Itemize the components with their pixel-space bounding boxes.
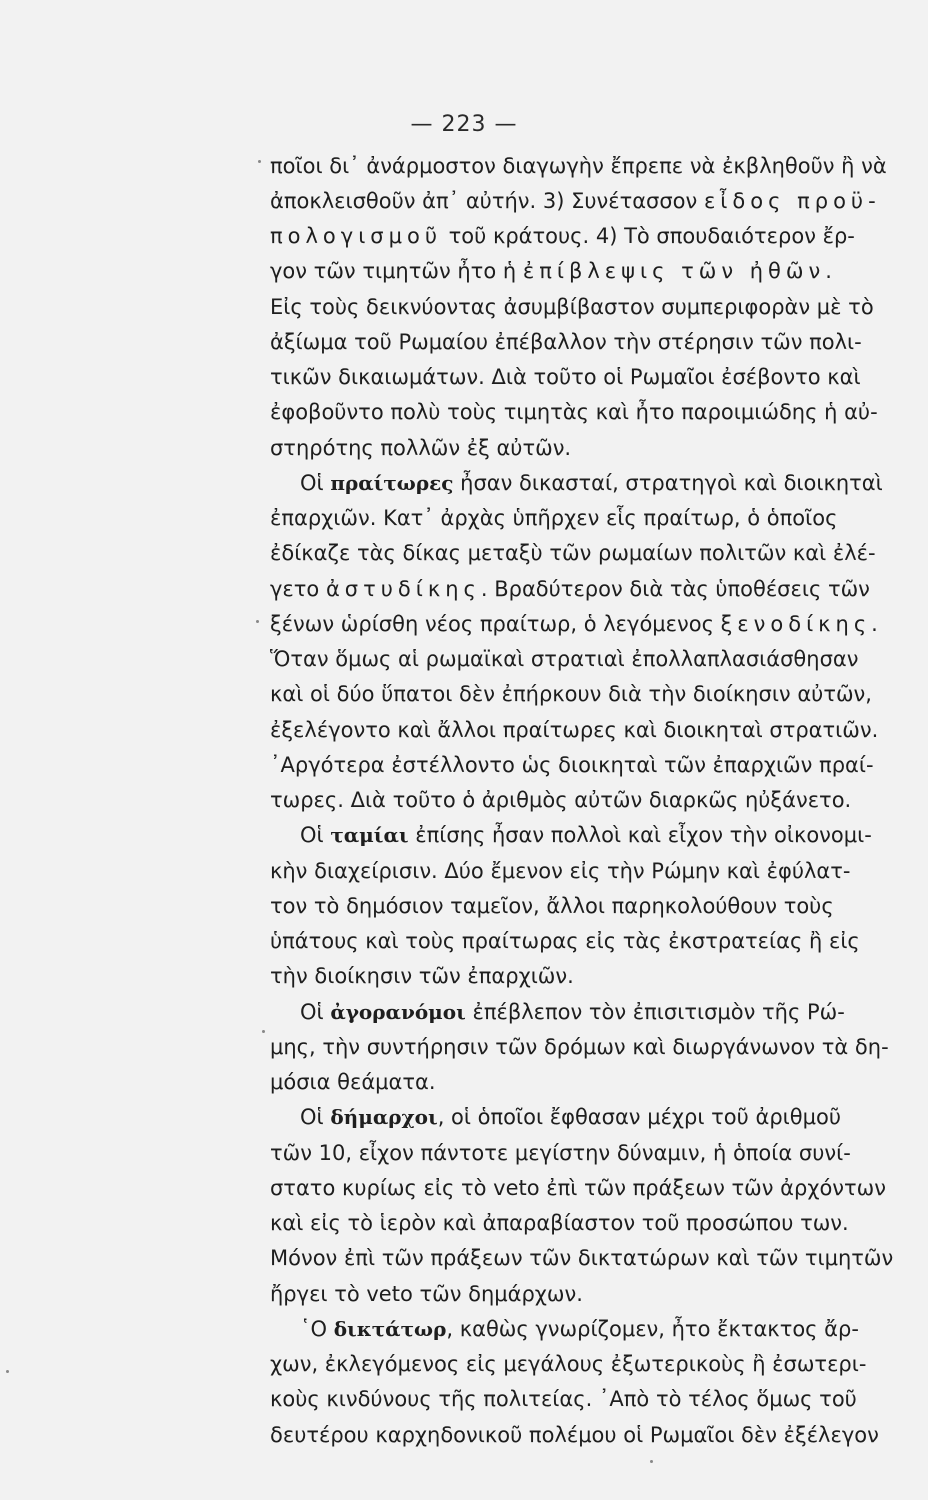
text-line: Μόνον ἐπὶ τῶν πράξεων τῶν δικτατώρων καὶ τῶν τιμητῶν <box>270 1246 894 1270</box>
text-line: ἐφοβοῦντο πολὺ τοὺς τιμητὰς καὶ ἦτο παροιμιώδης ἡ αὐ- <box>270 400 878 424</box>
spaced-term: πολογισμοῦ <box>270 224 442 248</box>
text-line: ποῖοι δι᾽ ἀνάρμοστον διαγωγὴν ἔπρεπε νὰ ἐκβληθοῦν ἢ νὰ <box>270 154 887 178</box>
text-line: κοὺς κινδύνους τῆς πολιτείας. ᾽Απὸ τὸ τέλος ὅμως τοῦ <box>270 1387 857 1411</box>
scan-speck <box>650 1460 653 1463</box>
text-line: ῾Ο δικτάτωρ, καθὼς γνωρίζομεν, ἦτο ἔκτακτος ἄρ- <box>300 1317 859 1341</box>
text-line: γον τῶν τιμητῶν ἦτο ἡ ἐπίβλεψις τῶν ἠθῶν. <box>270 259 837 283</box>
scan-speck <box>256 620 259 623</box>
term-dictator: δικτάτωρ <box>333 1317 447 1341</box>
spaced-term: ἀστυδίκης <box>325 577 481 601</box>
text-line: ἤργει τὸ veto τῶν δημάρχων. <box>270 1282 583 1306</box>
text-line: ξένων ὡρίσθη νέος πραίτωρ, ὁ λεγόμενος ξενοδίκης. <box>270 612 883 636</box>
text-line: γετο ἀστυδίκης. Βραδύτερον διὰ τὰς ὑποθέσεις τῶν <box>270 577 870 601</box>
text-line: ἀποκλεισθοῦν ἀπ᾽ αὐτήν. 3) Συνέτασσον εἶδος προϋ- <box>270 189 881 213</box>
text-line: τὴν διοίκησιν τῶν ἐπαρχιῶν. <box>270 964 574 988</box>
text-line: τον τὸ δημόσιον ταμεῖον, ἄλλοι παρηκολούθουν τοὺς <box>270 894 834 918</box>
text-line: ἐπαρχιῶν. Κατ᾽ ἀρχὰς ὑπῆρχεν εἷς πραίτωρ, ὁ ὁποῖος <box>270 506 838 530</box>
page-number: — 223 — <box>410 112 518 137</box>
text-line: ἐδίκαζε τὰς δίκας μεταξὺ τῶν ρωμαίων πολιτῶν καὶ ἐλέ- <box>270 541 876 565</box>
text-line: Οἱ ἀγορανόμοι ἐπέβλεπον τὸν ἐπισιτισμὸν τῆς Ρώ- <box>300 1000 845 1024</box>
text-line: στατο κυρίως εἰς τὸ veto ἐπὶ τῶν πράξεων τῶν ἀρχόντων <box>270 1176 886 1200</box>
term-aediles: ἀγορανόμοι <box>330 1000 466 1024</box>
text-line: στηρότης πολλῶν ἐξ αὐτῶν. <box>270 436 572 460</box>
spaced-term: ἐπίβλεψις τῶν ἠθῶν. <box>522 259 837 283</box>
text-line: κὴν διαχείρισιν. Δύο ἔμενον εἰς τὴν Ρώμην καὶ ἐφύλατ- <box>270 859 851 883</box>
text-line: χων, ἐκλεγόμενος εἰς μεγάλους ἐξωτερικοὺς ἢ ἐσωτερι- <box>270 1352 867 1376</box>
text-line: τικῶν δικαιωμάτων. Διὰ τοῦτο οἱ Ρωμαῖοι ἐσέβοντο καὶ <box>270 365 861 389</box>
text-line: Ὅταν ὅμως αἱ ρωμαϊκαὶ στρατιαὶ ἐπολλαπλασιάσθησαν <box>270 647 859 671</box>
scan-speck <box>262 1030 265 1033</box>
text-line: Εἰς τοὺς δεικνύοντας ἀσυμβίβαστον συμπεριφορὰν μὲ τὸ <box>270 295 874 319</box>
text-line: τῶν 10, εἶχον πάντοτε μεγίστην δύναμιν, ἡ ὁποία συνί- <box>270 1141 851 1165</box>
text-line: ὑπάτους καὶ τοὺς πραίτωρας εἰς τὰς ἐκστρατείας ἢ εἰς <box>270 929 860 953</box>
text-line: μόσια θεάματα. <box>270 1070 436 1094</box>
term-quaestors: ταμίαι <box>330 823 409 847</box>
scan-speck <box>6 1370 9 1373</box>
text-line: πολογισμοῦ τοῦ κράτους. 4) Τὸ σπουδαιότερον ἔρ- <box>270 224 855 248</box>
text-line: ἀξίωμα τοῦ Ρωμαίου ἐπέβαλλον τὴν στέρησιν τῶν πολι- <box>270 330 862 354</box>
text-line: καὶ οἱ δύο ὕπατοι δὲν ἐπήρκουν διὰ τὴν διοίκησιν αὐτῶν, <box>270 682 872 706</box>
term-tribunes: δήμαρχοι <box>330 1105 438 1129</box>
text-line: τωρες. Διὰ τοῦτο ὁ ἀριθμὸς αὐτῶν διαρκῶς ηὐξάνετο. <box>270 788 852 812</box>
term-praetors: πραίτωρες <box>330 471 454 495</box>
text-line: Οἱ δήμαρχοι, οἱ ὁποῖοι ἔφθασαν μέχρι τοῦ ἀριθμοῦ <box>300 1105 841 1129</box>
text-line: καὶ εἰς τὸ ἱερὸν καὶ ἀπαραβίαστον τοῦ προσώπου των. <box>270 1211 849 1235</box>
text-line: ἐξελέγοντο καὶ ἄλλοι πραίτωρες καὶ διοικηταὶ στρατιῶν. <box>270 718 879 742</box>
text-line: Οἱ ταμίαι ἐπίσης ἦσαν πολλοὶ καὶ εἶχον τὴν οἰκονομι- <box>300 823 872 847</box>
text-line: μης, τὴν συντήρησιν τῶν δρόμων καὶ διωργάνωνον τὰ δη- <box>270 1035 889 1059</box>
scan-speck <box>258 160 261 163</box>
spaced-term: εἶδος προϋ- <box>703 189 881 213</box>
text-line: Οἱ πραίτωρες ἦσαν δικασταί, στρατηγοὶ καὶ διοικηταὶ <box>300 471 883 495</box>
spaced-term: ξενοδίκης. <box>720 612 883 636</box>
text-line: ᾽Αργότερα ἐστέλλοντο ὡς διοικηταὶ τῶν ἐπαρχιῶν πραί- <box>270 753 874 777</box>
text-line: δευτέρου καρχηδονικοῦ πολέμου οἱ Ρωμαῖοι δὲν ἐξέλεγον <box>270 1423 879 1447</box>
